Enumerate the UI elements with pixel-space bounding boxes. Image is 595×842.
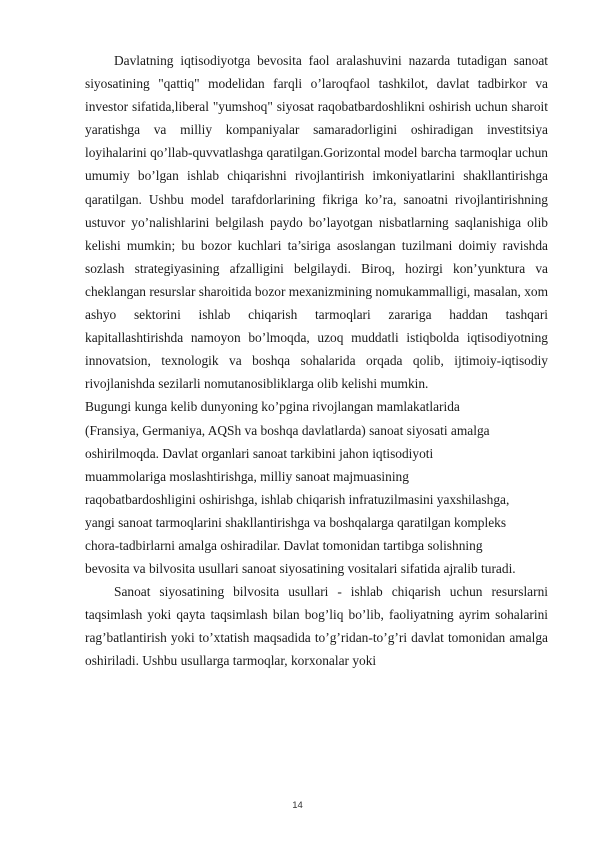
paragraph-line: chora-tadbirlarni amalga oshiradilar. Davlat tomonidan tartibga solishning xyxy=(85,537,483,553)
paragraph-line: muammolariga moslashtirishga, milliy sanoat majmuasining xyxy=(85,468,409,484)
body-text xyxy=(85,49,548,673)
paragraph-line: bevosita va bilvosita usullari sanoat siyosatining vositalari sifatida ajralib turadi. xyxy=(85,561,516,577)
paragraph-line: oshirilmoqda. Davlat organlari sanoat tarkibini jahon iqtisodiyoti xyxy=(85,445,434,461)
paragraph-bilvosita-usullar: Sanoat siyosatining bilvosita usullari - ishlab chiqarish uchun resurslarni taqsimlash yoki qayta taqsimlash bilan bog’liq bo’lib, faoliyatning ayrim sohalarini rag’batlantirish yoki to’xtatish maqsadida to’g’ridan-to’g’ri davlat tomonidan amalga oshiriladi. Ushbu usullarga tarmoqlar, korxonalar yoki xyxy=(85,584,548,669)
paragraph-line: (Fransiya, Germaniya, AQSh va boshqa davlatlarda) sanoat siyosati amalga xyxy=(85,422,490,438)
paragraph-rivojlangan-mamlakatlar xyxy=(85,395,548,580)
paragraph-line: Bugungi kunga kelib dunyoning ko’pgina rivojlangan mamlakatlarida xyxy=(85,399,460,415)
paragraph-sanoat-siyosati-modellari: Davlatning iqtisodiyotga bevosita faol aralashuvini nazarda tutadigan sanoat siyosatining "qattiq" modelidan farqli o’laroqfaol tashkilot, davlat tadbirkor va investor sifatida,liberal "yumshoq" siyosat raqobatbardoshlikni oshirish uchun sharoit yaratishga va milliy kompaniyalar samaradorligini oshiradigan investitsiya loyihalarini qo’llab-quvvatlashga qaratilgan.Gorizontal model barcha tarmoqlar uchun umumiy bo’lgan ishlab chiqarishni rivojlantirish imkoniyatlarini shakllantirishga qaratilgan. Ushbu model tarafdorlarining fikriga ko’ra, sanoatni rivojlantirishning ustuvor yo’nalishlarini belgilash paydo bo’layotgan nisbatlarning saqlanishiga olib kelishi mumkin; bu bozor kuchlari ta’siriga asoslangan tuzilmani doimiy ravishda sozlash strategiyasining afzalligini belgilaydi. Biroq, hozirgi kon’yunktura va cheklangan resurslar sharoitida bozor mexanizmining nomukammalligi, masalan, xom ashyo sektorini ishlab chiqarish tarmoqlari zarariga haddan tashqari kapitallashtirishda namoyon bo’lmoqda, uzoq muddatli istiqbolda iqtisodiyotning innovatsion, texnologik va boshqa sohalarida orqada qolib, ijtimoiy-iqtisodiy rivojlanishda sezilarli nomutanosibliklarga olib kelishi mumkin. xyxy=(85,53,548,392)
paragraph-line: raqobatbardoshligini oshirishga, ishlab chiqarish infratuzilmasini yaxshilashga, xyxy=(85,491,510,507)
paragraph-line: yangi sanoat tarmoqlarini shakllantirishga va boshqalarga qaratilgan kompleks xyxy=(85,514,507,530)
page-number: 14 xyxy=(292,800,303,811)
